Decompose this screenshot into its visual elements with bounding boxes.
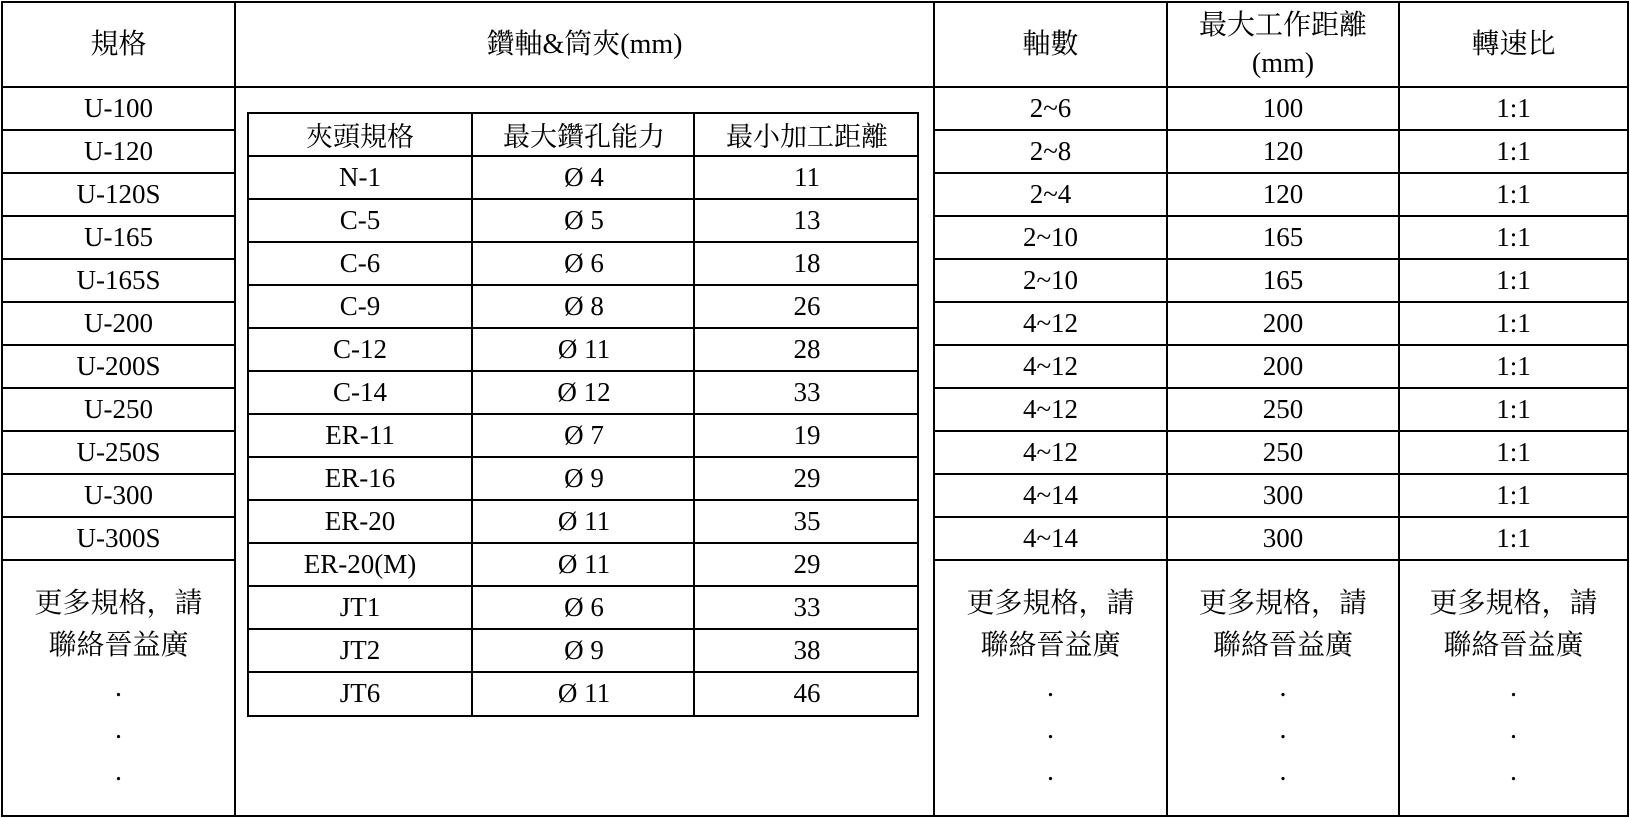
cell-axes: 4~12 [1022, 437, 1079, 468]
cell-axes: 4~14 [1022, 523, 1079, 554]
cell-max-distance: 300 [1262, 523, 1304, 554]
collet-cell: C-12 [333, 334, 387, 364]
cell-speed-ratio: 1:1 [1496, 394, 1531, 425]
collet-cell: ER-20 [324, 506, 396, 536]
cell-axes: 2~10 [1022, 265, 1079, 296]
header-spec: 規格 [90, 28, 147, 60]
collet-cell: C-5 [339, 205, 381, 235]
collet-table [247, 112, 919, 717]
cell-axes: 2~10 [1022, 222, 1079, 253]
collet-cell: JT6 [339, 678, 381, 708]
cell-spec: U-165 [84, 222, 153, 253]
cell-axes: 4~14 [1022, 480, 1079, 511]
collet-cell: Ø 9 [564, 635, 604, 665]
collet-cell: C-14 [333, 377, 387, 407]
cell-max-distance: 250 [1262, 437, 1304, 468]
cell-spec: U-200S [76, 351, 161, 382]
more-specs-note: 更多規格，請 聯絡晉益廣 . . . [34, 588, 203, 787]
more-specs-note: 更多規格，請 聯絡晉益廣 . . . [966, 588, 1135, 787]
cell-spec: U-200 [84, 308, 153, 339]
cell-spec: U-165S [76, 265, 161, 296]
cell-speed-ratio: 1:1 [1496, 136, 1531, 167]
cell-speed-ratio: 1:1 [1496, 480, 1531, 511]
collet-header-cell: 夾頭規格 [306, 122, 414, 152]
collet-cell: 33 [793, 377, 821, 407]
row-divider [3, 559, 234, 561]
collet-cell: C-9 [339, 291, 381, 321]
cell-axes: 4~12 [1022, 308, 1079, 339]
cell-axes: 4~12 [1022, 394, 1079, 425]
collet-cell: Ø 11 [557, 506, 611, 536]
collet-cell: 29 [793, 549, 821, 579]
cell-spec: U-120S [76, 179, 161, 210]
collet-cell: 33 [793, 592, 821, 622]
header-spindle-collet: 鑽軸&筒夾(mm) [486, 28, 683, 60]
collet-cell: N-1 [339, 162, 381, 192]
collet-cell: Ø 11 [557, 334, 611, 364]
collet-cell: 11 [794, 162, 820, 192]
collet-cell: 13 [793, 205, 821, 235]
cell-speed-ratio: 1:1 [1496, 179, 1531, 210]
cell-speed-ratio: 1:1 [1496, 265, 1531, 296]
col-divider [234, 3, 236, 815]
cell-max-distance: 200 [1262, 308, 1304, 339]
collet-cell: Ø 6 [564, 248, 604, 278]
collet-cell: Ø 11 [557, 549, 611, 579]
collet-cell: Ø 12 [557, 377, 611, 407]
cell-spec: U-250 [84, 394, 153, 425]
cell-spec: U-120 [84, 136, 153, 167]
row-divider [933, 559, 1627, 561]
cell-spec: U-300 [84, 480, 153, 511]
cell-speed-ratio: 1:1 [1496, 437, 1531, 468]
cell-axes: 4~12 [1022, 351, 1079, 382]
collet-cell: Ø 6 [564, 592, 604, 622]
collet-col-divider [693, 114, 695, 715]
collet-header-cell: 最小加工距離 [726, 122, 888, 152]
collet-cell: C-6 [339, 248, 381, 278]
cell-speed-ratio: 1:1 [1496, 351, 1531, 382]
collet-cell: Ø 8 [564, 291, 604, 321]
collet-cell: 38 [793, 635, 821, 665]
cell-axes: 2~4 [1029, 179, 1072, 210]
cell-max-distance: 165 [1262, 265, 1304, 296]
cell-spec: U-100 [84, 93, 153, 124]
cell-spec: U-250S [76, 437, 161, 468]
cell-spec: U-300S [76, 523, 161, 554]
collet-cell: 29 [793, 463, 821, 493]
cell-speed-ratio: 1:1 [1496, 308, 1531, 339]
collet-cell: JT1 [339, 592, 381, 622]
collet-cell: 18 [793, 248, 821, 278]
cell-axes: 2~8 [1029, 136, 1072, 167]
collet-cell: Ø 4 [564, 162, 604, 192]
header-axes: 軸數 [1022, 28, 1079, 60]
more-specs-note: 更多規格，請 聯絡晉益廣 . . . [1198, 588, 1367, 787]
collet-col-divider [471, 114, 473, 715]
cell-speed-ratio: 1:1 [1496, 93, 1531, 124]
collet-cell: ER-11 [325, 420, 395, 450]
header-max-work-distance: 最大工作距離 (mm) [1198, 9, 1367, 79]
collet-cell: 35 [793, 506, 821, 536]
collet-header-cell: 最大鑽孔能力 [503, 122, 665, 152]
collet-cell: 46 [793, 678, 821, 708]
collet-cell: 19 [793, 420, 821, 450]
cell-max-distance: 100 [1262, 93, 1304, 124]
cell-max-distance: 300 [1262, 480, 1304, 511]
cell-speed-ratio: 1:1 [1496, 222, 1531, 253]
collet-cell: 26 [793, 291, 821, 321]
cell-speed-ratio: 1:1 [1496, 523, 1531, 554]
cell-max-distance: 250 [1262, 394, 1304, 425]
cell-axes: 2~6 [1029, 93, 1072, 124]
collet-cell: Ø 11 [557, 678, 611, 708]
collet-cell: Ø 9 [564, 463, 604, 493]
cell-max-distance: 120 [1262, 179, 1304, 210]
collet-cell: Ø 5 [564, 205, 604, 235]
collet-cell: Ø 7 [564, 420, 604, 450]
collet-cell: ER-16 [324, 463, 396, 493]
collet-cell: 28 [793, 334, 821, 364]
cell-max-distance: 165 [1262, 222, 1304, 253]
collet-cell: JT2 [339, 635, 381, 665]
cell-max-distance: 120 [1262, 136, 1304, 167]
header-speed-ratio: 轉速比 [1471, 28, 1556, 60]
collet-cell: ER-20(M) [303, 549, 417, 579]
more-specs-note: 更多規格，請 聯絡晉益廣 . . . [1429, 588, 1598, 787]
cell-max-distance: 200 [1262, 351, 1304, 382]
